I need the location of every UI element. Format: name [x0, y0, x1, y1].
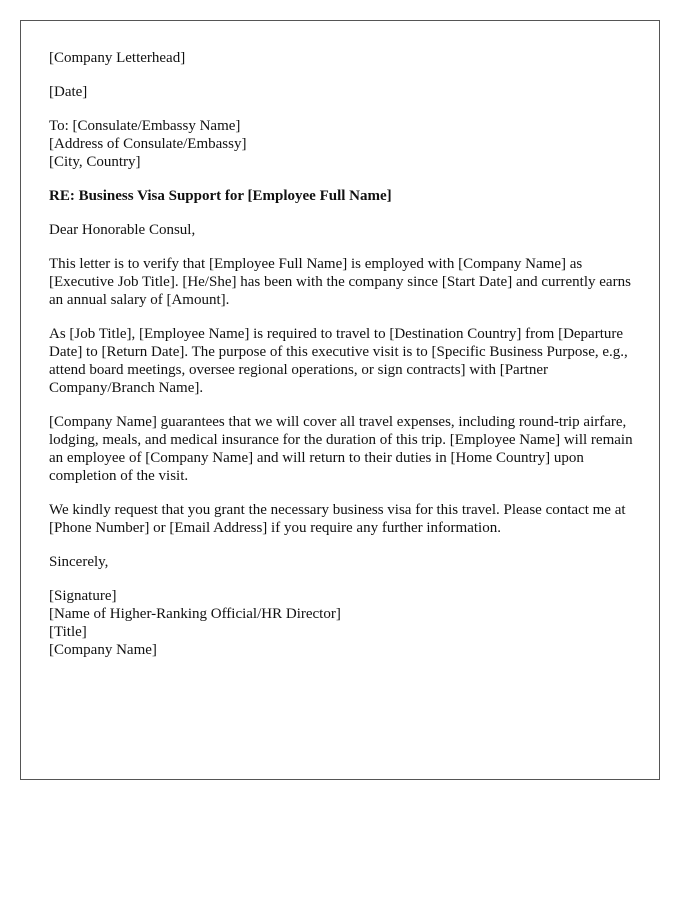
recipient-city: [City, Country] [49, 154, 141, 170]
salutation: Dear Honorable Consul, [49, 222, 196, 238]
signature-block [49, 587, 639, 659]
recipient-street: [Address of Consulate/Embassy] [49, 136, 247, 152]
letterhead: [Company Letterhead] [49, 50, 186, 66]
signatory-title: [Title] [49, 624, 87, 640]
paragraph-request: We kindly request that you grant the necessary business visa for this travel. Please contact me at [Phone Number] or [Email Address] if you require any further information. [49, 502, 626, 536]
paragraph-employment: This letter is to verify that [Employee Full Name] is employed with [Company Name] as [Executive Job Title]. [He/She] has been with the company since [Start Date] and currently earns an annual salary of [Amount]. [49, 256, 631, 308]
letter-date: [Date] [49, 84, 88, 100]
signatory-company: [Company Name] [49, 642, 157, 658]
letter-page [20, 20, 660, 780]
subject-line: RE: Business Visa Support for [Employee Full Name] [49, 188, 392, 204]
signatory-name: [Name of Higher-Ranking Official/HR Director] [49, 606, 341, 622]
recipient-name: To: [Consulate/Embassy Name] [49, 118, 241, 134]
letter-body [49, 49, 639, 675]
paragraph-travel-purpose: As [Job Title], [Employee Name] is required to travel to [Destination Country] from [Departure Date] to [Return Date]. The purpose of this executive visit is to [Specific Business Purpose, e.g., attend board meetings, oversee regional operations, or sign contracts] with [Partner Company/Branch Name]. [49, 326, 628, 396]
paragraph-guarantee: [Company Name] guarantees that we will cover all travel expenses, including round-trip airfare, lodging, meals, and medical insurance for the duration of this trip. [Employee Name] will remain an employee of [Company Name] and will return to their duties in [Home Country] upon completion of the visit. [49, 414, 633, 484]
recipient-address [49, 117, 639, 171]
closing: Sincerely, [49, 554, 109, 570]
signature: [Signature] [49, 588, 117, 604]
